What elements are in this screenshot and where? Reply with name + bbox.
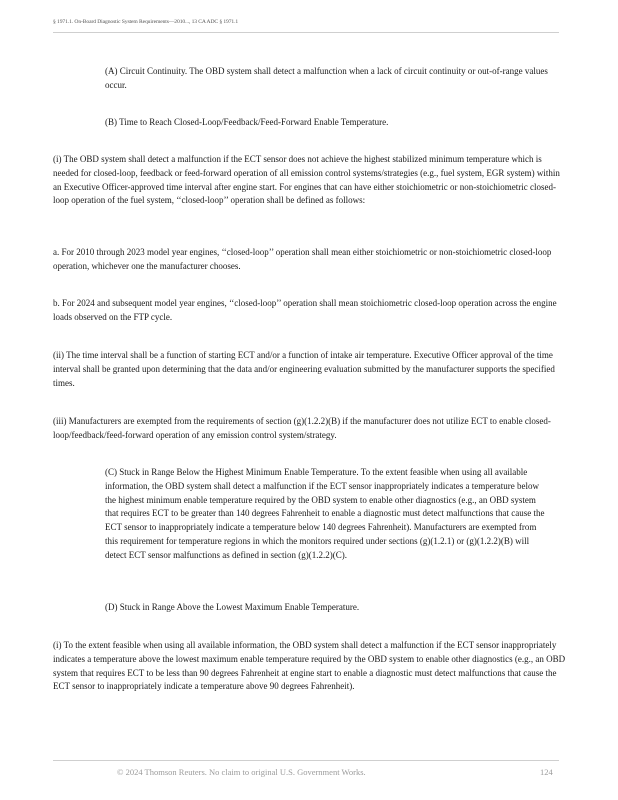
footer-copyright: © 2024 Thomson Reuters. No claim to original U.S. Government Works. bbox=[117, 767, 366, 777]
header-divider bbox=[53, 32, 559, 33]
paragraph-b-i-b: b. For 2024 and subsequent model year engines, ‘‘closed-loop’’ operation shall mean stoichiometric closed-loop operation across the engine loads observed on the FTP cycle. bbox=[53, 298, 557, 322]
paragraph-b-i: (i) The OBD system shall detect a malfunction if the ECT sensor does not achieve the highest stabilized minimum temperature which is needed for closed-loop, feedback or feed-forward operation of all emission control systems/strategies (e.g., fuel system, EGR system) within an Executive Officer-approved time interval after engine start. For engines that can have either stoichiometric or non-stoichiometric closed-loop operation of the fuel system, ‘‘closed-loop’’ operation shall be defined as follows: bbox=[53, 154, 560, 206]
paragraph-d-i: (i) To the extent feasible when using all available information, the OBD system shall detect a malfunction if the ECT sensor inappropriately indicates a temperature above the lowest maximum enable temperature required by the OBD system to enable other diagnostics (e.g., an OBD system that requires ECT to be less than 90 degrees Fahrenheit at engine start to enable a diagnostic must detect malfunctions that cause the ECT sensor to inappropriately indicate a temperature above 90 degrees Fahrenheit). bbox=[53, 640, 566, 692]
paragraph-b-time-to-closed-loop: (B) Time to Reach Closed-Loop/Feedback/Feed-Forward Enable Temperature. bbox=[105, 117, 389, 127]
paragraph-d-stuck-above: (D) Stuck in Range Above the Lowest Maximum Enable Temperature. bbox=[105, 602, 360, 612]
paragraph-b-iii: (iii) Manufacturers are exempted from the requirements of section (g)(1.2.2)(B) if the manufacturer does not utilize ECT to enable closed-loop/feedback/feed-forward operation of any emission control system/strategy. bbox=[53, 416, 551, 440]
paragraph-c-stuck-below: (C) Stuck in Range Below the Highest Minimum Enable Temperature. To the extent feasible when using all available information, the OBD system shall detect a malfunction if the ECT sensor inappropriately indicates a temperature below the highest minimum enable temperature required by the OBD system to enable other diagnostics (e.g., an OBD system that requires ECT to be greater than 140 degrees Fahrenheit to enable a diagnostic must detect malfunctions that cause the ECT sensor to inappropriately indicate a temperature below 140 degrees Fahrenheit). Manufacturers are exempted from this requirement for temperature regions in which the monitors required under sections (g)(1.2.1) or (g)(1.2.2)(B) will detect ECT sensor malfunctions as defined in section (g)(1.2.2)(C). bbox=[105, 467, 545, 560]
footer-divider bbox=[53, 760, 559, 761]
paragraph-a-circuit-continuity: (A) Circuit Continuity. The OBD system shall detect a malfunction when a lack of circuit continuity or out-of-range values occur. bbox=[105, 66, 548, 90]
paragraph-b-i-a: a. For 2010 through 2023 model year engines, ‘‘closed-loop’’ operation shall mean either stoichiometric or non-stoichiometric closed-loop operation, whichever one the manufacturer chooses. bbox=[53, 247, 552, 271]
running-header: § 1971.1. On-Board Diagnostic System Requirements—2010..., 13 CA ADC § 1971.1 bbox=[53, 19, 239, 25]
paragraph-b-ii: (ii) The time interval shall be a function of starting ECT and/or a function of intake air temperature. Executive Officer approval of the time interval shall be granted upon determining that the data and/or engineering evaluation submitted by the manufacturer supports the specified times. bbox=[53, 350, 555, 388]
page-number: 124 bbox=[540, 767, 553, 777]
